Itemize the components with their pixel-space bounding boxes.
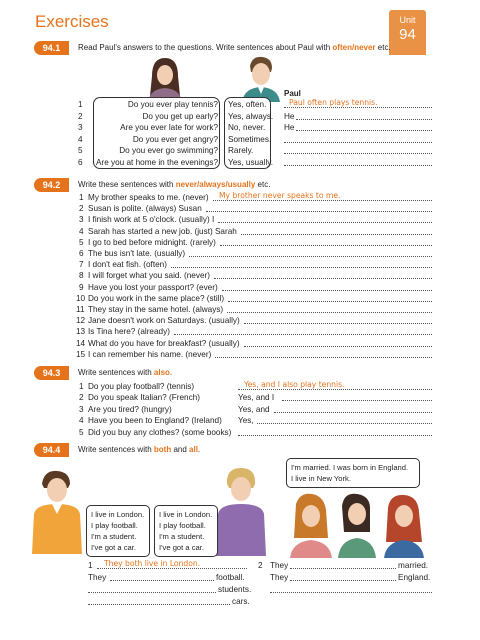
example-answer: Paul often plays tennis. bbox=[289, 98, 378, 107]
instruction-text: Write sentences with bbox=[78, 445, 154, 454]
question-number: 5 bbox=[79, 427, 84, 437]
exercise-number-badge: 94.2 bbox=[34, 178, 69, 192]
answer-line[interactable] bbox=[222, 282, 432, 291]
answer-line[interactable] bbox=[284, 157, 432, 166]
question-prompt: Have you been to England? (Ireland) bbox=[88, 416, 222, 426]
question-number: 4 bbox=[78, 134, 83, 144]
question-prompt: Do you speak Italian? (French) bbox=[88, 393, 200, 403]
answer-text: Sometimes. bbox=[228, 134, 272, 144]
paul-label: Paul bbox=[284, 89, 301, 98]
instruction-text-end: etc. bbox=[255, 180, 271, 189]
sentence-number: 6 bbox=[79, 249, 84, 258]
unit-badge bbox=[389, 10, 426, 55]
unit-number: 94 bbox=[399, 26, 416, 43]
sentence-number: 14 bbox=[76, 338, 86, 348]
speech-bubble-person-2 bbox=[154, 505, 218, 557]
answer-line[interactable] bbox=[171, 259, 432, 268]
sentence-number: 5 bbox=[79, 237, 84, 247]
answer-line[interactable] bbox=[220, 237, 432, 246]
question-number: 1 bbox=[78, 100, 83, 109]
answer-line[interactable] bbox=[296, 111, 432, 120]
answer-number: 2 bbox=[258, 561, 263, 570]
instruction-keyword-both: both bbox=[153, 445, 172, 454]
answer-line[interactable] bbox=[284, 134, 432, 143]
sentence-number: 10 bbox=[76, 293, 86, 303]
instruction-text-mid: and bbox=[171, 445, 190, 454]
women-illustration bbox=[282, 492, 432, 558]
answer-text: Yes, usually. bbox=[228, 158, 274, 167]
exercise-number-badge: 94.4 bbox=[34, 443, 69, 457]
answer-text: Rarely. bbox=[228, 146, 254, 156]
instruction-text: Write these sentences with bbox=[78, 180, 176, 189]
answer-line[interactable] bbox=[274, 404, 432, 413]
answer-line[interactable] bbox=[227, 304, 432, 313]
answer-line[interactable] bbox=[241, 226, 432, 235]
answer-prefix: They bbox=[270, 561, 289, 570]
sentence-prompt: Is Tina here? (already) bbox=[88, 327, 170, 337]
man-illustration-2 bbox=[212, 466, 270, 556]
answer-line[interactable] bbox=[214, 270, 432, 279]
bubble-line: I'm a student. bbox=[159, 532, 205, 541]
answer-line[interactable] bbox=[244, 315, 432, 324]
example-answer: My brother never speaks to me. bbox=[219, 191, 341, 200]
instruction-keywords: often/never bbox=[332, 43, 376, 52]
instruction-keyword-all: all bbox=[189, 445, 198, 454]
page-title: Exercises bbox=[35, 12, 109, 31]
sentence-number: 15 bbox=[76, 349, 86, 359]
sentence-prompt: I go to bed before midnight. (rarely) bbox=[88, 237, 216, 247]
exercise-instruction bbox=[78, 43, 391, 52]
sentence-prompt: Jane doesn't work on Saturdays. (usually) bbox=[88, 316, 240, 326]
answer-prefix: They bbox=[270, 573, 289, 582]
sentence-prompt: I can remember his name. (never) bbox=[88, 349, 212, 359]
answer-line[interactable] bbox=[189, 248, 432, 257]
question-number: 3 bbox=[79, 404, 84, 414]
sentence-prompt: Susan is polite. (always) Susan bbox=[88, 204, 202, 214]
answer-line[interactable] bbox=[88, 596, 230, 605]
question-number: 4 bbox=[79, 416, 84, 426]
sentence-prompt: The bus isn't late. (usually) bbox=[88, 249, 186, 258]
sentence-number: 3 bbox=[79, 215, 84, 225]
exercise-number-badge: 94.3 bbox=[34, 366, 69, 380]
answer-line[interactable] bbox=[238, 427, 432, 436]
answer-text: No, never. bbox=[228, 123, 266, 133]
sentence-number: 1 bbox=[79, 193, 84, 202]
sentence-prompt: My brother speaks to me. (never) bbox=[88, 193, 209, 202]
sentence-number: 12 bbox=[76, 316, 86, 326]
question-text: Are you at home in the evenings? bbox=[96, 158, 218, 167]
answer-line[interactable] bbox=[206, 203, 432, 212]
answer-prefix: He bbox=[284, 123, 295, 133]
sentence-number: 2 bbox=[79, 204, 84, 214]
bubble-line: I live in London. bbox=[91, 510, 145, 519]
answer-suffix: England. bbox=[398, 573, 431, 582]
sentence-number: 13 bbox=[76, 327, 86, 337]
reply-prefix: Yes, bbox=[238, 416, 254, 426]
exercise-instruction bbox=[78, 368, 172, 377]
example-answer: They both live in London. bbox=[104, 559, 201, 568]
bubble-line: I play football. bbox=[91, 521, 138, 530]
answer-line[interactable] bbox=[228, 293, 432, 302]
answer-suffix: married. bbox=[398, 561, 429, 570]
sentence-prompt: I finish work at 5 o'clock. (usually) I bbox=[88, 215, 215, 225]
question-number: 2 bbox=[78, 111, 83, 121]
answer-suffix: cars. bbox=[232, 597, 250, 606]
answer-line[interactable] bbox=[284, 145, 432, 154]
answer-line[interactable] bbox=[244, 338, 432, 347]
bubble-line: I live in New York. bbox=[291, 474, 351, 483]
instruction-text-end: . bbox=[169, 368, 173, 377]
answer-prefix: They bbox=[88, 573, 107, 582]
answer-line[interactable] bbox=[88, 584, 216, 593]
question-text: Do you ever go swimming? bbox=[119, 146, 218, 156]
answer-line[interactable] bbox=[296, 122, 432, 131]
bubble-line: I've got a car. bbox=[91, 543, 136, 552]
sentence-number: 4 bbox=[79, 226, 84, 236]
answer-suffix: students. bbox=[218, 585, 252, 594]
exercise-instruction bbox=[78, 445, 200, 454]
answer-number: 1 bbox=[88, 561, 93, 570]
question-prompt: Did you buy any clothes? (some books) bbox=[88, 427, 232, 437]
paul-illustration bbox=[238, 54, 282, 102]
instruction-text: Write sentences with bbox=[78, 368, 154, 377]
answer-text: Yes, always. bbox=[228, 111, 274, 121]
unit-label: Unit bbox=[399, 15, 416, 25]
answer-text: Yes, often. bbox=[228, 100, 267, 109]
answer-prefix: He bbox=[284, 111, 295, 121]
answer-line[interactable] bbox=[290, 572, 396, 581]
bubble-line: I play football. bbox=[159, 521, 206, 530]
sentence-prompt: Sarah has started a new job. (just) Sarah bbox=[88, 226, 237, 236]
bubble-line: I've got a car. bbox=[159, 543, 204, 552]
sentence-prompt: I don't eat fish. (often) bbox=[88, 260, 167, 270]
question-prompt: Are you tired? (hungry) bbox=[88, 404, 172, 414]
bubble-line: I'm married. I was born in England. bbox=[291, 463, 409, 472]
sentence-number: 7 bbox=[79, 260, 84, 270]
instruction-text: Read Paul's answers to the questions. Write sentences about Paul with bbox=[78, 43, 333, 52]
woman-illustration bbox=[140, 56, 190, 102]
reply-prefix: Yes, and I bbox=[238, 393, 275, 403]
exercise-instruction bbox=[78, 180, 270, 189]
instruction-keywords: also bbox=[153, 368, 170, 377]
answer-line[interactable] bbox=[174, 326, 432, 335]
sentence-prompt: They stay in the same hotel. (always) bbox=[88, 305, 224, 314]
question-text: Do you get up early? bbox=[142, 111, 218, 121]
bubble-line: I live in London. bbox=[159, 510, 213, 519]
question-number: 6 bbox=[78, 158, 83, 167]
answer-line[interactable] bbox=[110, 572, 214, 581]
sentence-prompt: I will forget what you said. (never) bbox=[88, 271, 210, 281]
instruction-text-end: etc. bbox=[375, 43, 391, 52]
answer-line[interactable] bbox=[270, 584, 432, 593]
example-answer: Yes, and I also play tennis. bbox=[244, 380, 345, 389]
question-number: 5 bbox=[78, 146, 83, 156]
man-illustration-1 bbox=[28, 468, 86, 554]
answer-line[interactable] bbox=[282, 392, 432, 401]
exercise-number-badge: 94.1 bbox=[34, 41, 69, 55]
answer-line[interactable] bbox=[257, 415, 432, 424]
question-text: Do you ever play tennis? bbox=[127, 100, 218, 109]
sentence-number: 8 bbox=[79, 271, 84, 281]
speech-bubble-person-1 bbox=[86, 505, 150, 557]
question-prompt: Do you play football? (tennis) bbox=[88, 382, 195, 391]
question-number: 2 bbox=[79, 393, 84, 403]
answer-line[interactable] bbox=[290, 560, 396, 569]
instruction-keywords: never/always/usually bbox=[175, 180, 256, 189]
speech-bubble-women bbox=[286, 458, 420, 488]
question-number: 3 bbox=[78, 123, 83, 133]
question-number: 1 bbox=[79, 382, 84, 391]
answer-suffix: football. bbox=[216, 573, 245, 582]
sentence-number: 9 bbox=[79, 282, 84, 292]
answer-line[interactable] bbox=[218, 214, 432, 223]
sentence-prompt: What do you have for breakfast? (usually) bbox=[88, 338, 240, 348]
answer-line[interactable] bbox=[215, 349, 432, 358]
question-text: Do you ever get angry? bbox=[132, 134, 218, 144]
sentence-number: 11 bbox=[76, 305, 85, 314]
reply-prefix: Yes, and bbox=[238, 404, 270, 414]
bubble-line: I'm a student. bbox=[91, 532, 137, 541]
instruction-text-end: . bbox=[197, 445, 201, 454]
sentence-prompt: Do you work in the same place? (still) bbox=[88, 293, 225, 303]
question-text: Are you ever late for work? bbox=[120, 123, 218, 133]
sentence-prompt: Have you lost your passport? (ever) bbox=[88, 282, 218, 292]
